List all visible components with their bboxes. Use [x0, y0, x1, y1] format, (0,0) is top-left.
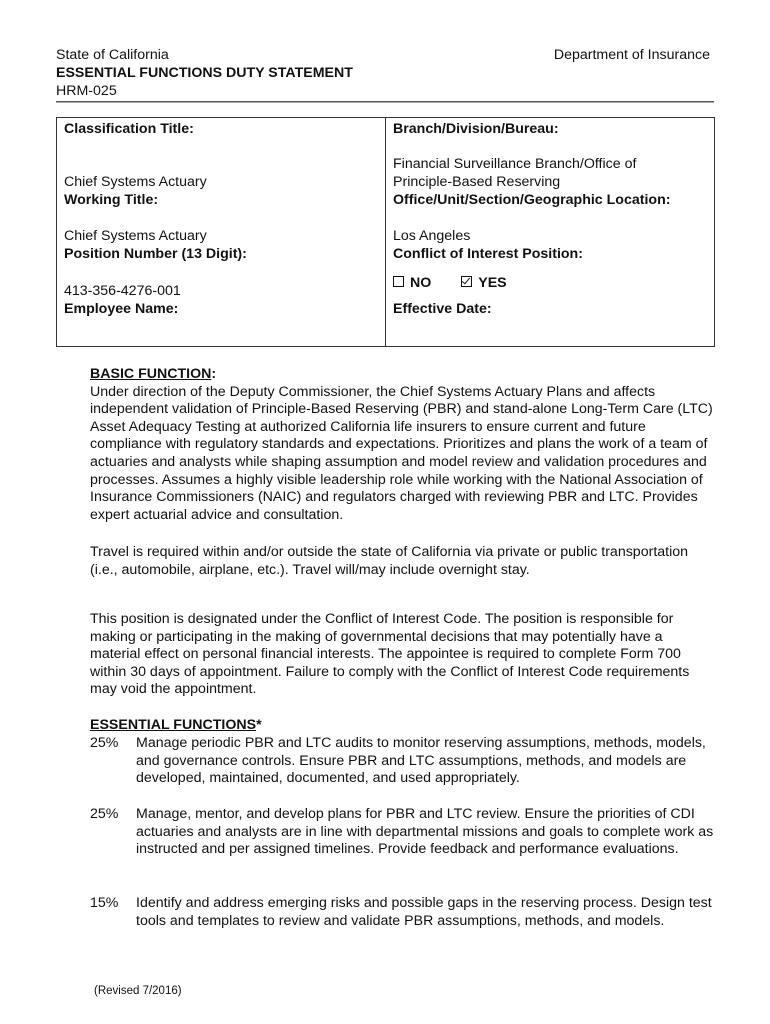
table-column-divider	[385, 118, 386, 346]
position-number-value: 413-356-4276-001	[64, 283, 181, 299]
conflict-of-interest-label: Conflict of Interest Position:	[393, 246, 583, 262]
conflict-code-paragraph: This position is designated under the Conflict of Interest Code. The position is responsible for making or participating in the making of governmental decisions that may potentially have a material effect on personal financial interests. The appointee is required to complete Form 700 within 30 days of appointment. Failure to comply with the Conflict of Interest Code requirements may void the appointment.	[90, 611, 690, 698]
form-title: ESSENTIAL FUNCTIONS DUTY STATEMENT	[56, 65, 353, 81]
essential-function-item	[90, 806, 715, 859]
form-number: HRM-025	[56, 83, 117, 99]
checkbox-checked-icon[interactable]	[461, 276, 472, 287]
office-location-value: Los Angeles	[393, 228, 471, 244]
essential-function-item	[90, 895, 715, 930]
function-percent: 25%	[90, 806, 119, 822]
conflict-no-label: NO	[410, 275, 432, 291]
conflict-yes-option[interactable]	[461, 274, 506, 292]
working-title-label: Working Title:	[64, 192, 159, 208]
essential-functions-heading	[90, 717, 715, 735]
essential-functions-title: ESSENTIAL FUNCTIONS	[90, 717, 257, 733]
checkbox-empty-icon[interactable]	[393, 276, 404, 287]
department-name: Department of Insurance	[553, 47, 710, 63]
effective-date-label: Effective Date:	[393, 301, 492, 317]
classification-title-label: Classification Title:	[64, 121, 194, 137]
branch-label: Branch/Division/Bureau:	[393, 121, 559, 137]
function-text: Manage, mentor, and develop plans for PBR and LTC review. Ensure the priorities of CDI actuaries and analysts are in line with departmental missions and goals to complete work as instructed and per assigned timelines. Provide feedback and performance evaluations.	[136, 806, 714, 858]
conflict-yes-label: YES	[478, 275, 507, 291]
function-text: Manage periodic PBR and LTC audits to monitor reserving assumptions, methods, models, and governance controls. Ensure PBR and LTC assumptions, methods, and models are developed, maintained, documented, and used appropriately.	[136, 735, 706, 787]
essential-functions-asterisk: *	[256, 717, 262, 733]
branch-value-line2: Principle-Based Reserving	[393, 174, 561, 190]
employee-name-label: Employee Name:	[64, 301, 179, 317]
branch-value-line1: Financial Surveillance Branch/Office of	[393, 156, 637, 172]
basic-function-heading	[90, 366, 715, 384]
working-title-value: Chief Systems Actuary	[64, 228, 207, 244]
function-percent: 25%	[90, 735, 119, 751]
position-number-label: Position Number (13 Digit):	[64, 246, 247, 262]
basic-function-paragraph-1: Under direction of the Deputy Commissioner, the Chief Systems Actuary Plans and affects independent validation of Principle-Based Reserving (PBR) and stand-alone Long-Term Care (LTC) Asset Adequacy Testing at authorized California life insurers to ensure current and future compliance with regulatory standards and expectations. Prioritizes and plans the work of a team of actuaries and analysts while shaping assumption and model review and validation procedures and processes. Assumes a highly visible leadership role while working with the National Association of Insurance Commissioners (NAIC) and regulators charged with reviewing PBR and LTC. Provides expert actuarial advice and consultation.	[90, 383, 713, 523]
revision-note: (Revised 7/2016)	[94, 985, 182, 997]
classification-title-value: Chief Systems Actuary	[64, 174, 207, 190]
basic-function-section	[90, 366, 715, 524]
state-name: State of California	[56, 47, 169, 63]
essential-function-item	[90, 735, 715, 788]
office-location-label: Office/Unit/Section/Geographic Location:	[393, 192, 671, 208]
basic-function-colon: :	[211, 366, 217, 382]
travel-paragraph: Travel is required within and/or outside the state of California via private or public transportation (i.e., automobile, airplane, etc.). Travel will/may include overnight stay.	[90, 544, 689, 578]
function-percent: 15%	[90, 895, 119, 911]
conflict-no-option[interactable]	[393, 274, 431, 292]
function-text: Identify and address emerging risks and possible gaps in the reserving process. Design test tools and templates to review and validate PBR assumptions, methods, and models.	[136, 895, 712, 929]
header-rule	[56, 101, 714, 103]
document-header	[56, 46, 714, 100]
conflict-of-interest-options	[393, 274, 533, 292]
basic-function-title: BASIC FUNCTION	[90, 366, 212, 382]
